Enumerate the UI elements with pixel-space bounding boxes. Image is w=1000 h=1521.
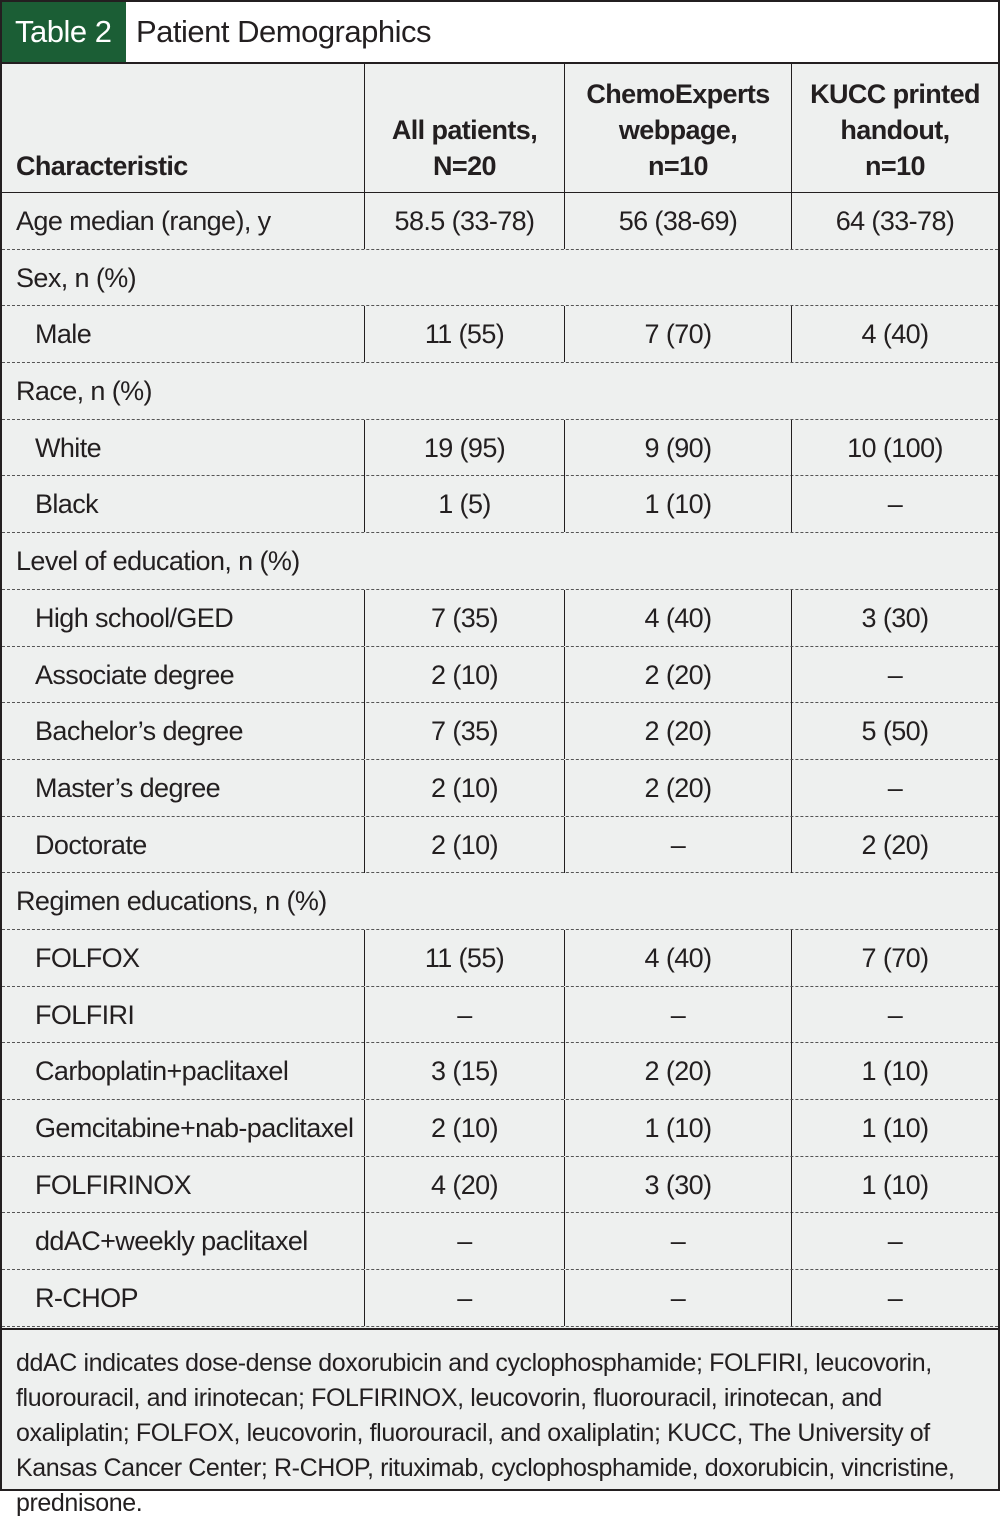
table-group-row bbox=[2, 873, 998, 930]
cell-all-patients: 7 (35) bbox=[364, 703, 564, 759]
cell-all-patients: 19 (95) bbox=[364, 420, 564, 476]
row-label: High school/GED bbox=[35, 602, 234, 633]
cell-chemoexperts: – bbox=[564, 987, 791, 1043]
cell-kucc-handout: 4 (40) bbox=[791, 306, 998, 362]
cell-all-patients: 58.5 (33-78) bbox=[364, 193, 564, 249]
table-row bbox=[2, 1157, 998, 1214]
cell-kucc-handout: 2 (20) bbox=[791, 817, 998, 873]
table-row bbox=[2, 306, 998, 363]
cell-chemoexperts: 7 (70) bbox=[564, 306, 791, 362]
cell-chemoexperts: 4 (40) bbox=[564, 590, 791, 646]
table-row bbox=[2, 193, 998, 250]
row-label: Level of education, n (%) bbox=[16, 546, 300, 577]
cell-all-patients: – bbox=[364, 1213, 564, 1269]
cell-chemoexperts: – bbox=[564, 817, 791, 873]
cell-kucc-handout: – bbox=[791, 987, 998, 1043]
row-label: Age median (range), y bbox=[16, 206, 271, 236]
table-row bbox=[2, 930, 998, 987]
table-group-row bbox=[2, 363, 998, 420]
row-label: Bachelor’s degree bbox=[35, 716, 243, 747]
row-label: White bbox=[35, 432, 102, 463]
cell-kucc-handout: – bbox=[791, 1270, 998, 1326]
row-label: Doctorate bbox=[35, 829, 147, 860]
table-row bbox=[2, 703, 998, 760]
table-title: Patient Demographics bbox=[136, 14, 431, 49]
header-all-patients: All patients, N=20 bbox=[364, 64, 564, 192]
cell-all-patients: 11 (55) bbox=[364, 930, 564, 986]
table-row bbox=[2, 1043, 998, 1100]
cell-chemoexperts: 2 (20) bbox=[564, 760, 791, 816]
table-row bbox=[2, 590, 998, 647]
table-body bbox=[2, 193, 998, 1327]
cell-chemoexperts: 56 (38-69) bbox=[564, 193, 791, 249]
cell-chemoexperts: 9 (90) bbox=[564, 420, 791, 476]
cell-kucc-handout: 5 (50) bbox=[791, 703, 998, 759]
cell-kucc-handout: – bbox=[791, 476, 998, 532]
cell-chemoexperts: 2 (20) bbox=[564, 703, 791, 759]
cell-all-patients: 11 (55) bbox=[364, 306, 564, 362]
cell-all-patients: 3 (15) bbox=[364, 1043, 564, 1099]
cell-all-patients: 7 (35) bbox=[364, 590, 564, 646]
cell-chemoexperts: – bbox=[564, 1213, 791, 1269]
cell-all-patients: 2 (10) bbox=[364, 760, 564, 816]
cell-chemoexperts: 1 (10) bbox=[564, 1100, 791, 1156]
cell-kucc-handout: 1 (10) bbox=[791, 1100, 998, 1156]
cell-kucc-handout: – bbox=[791, 647, 998, 703]
header-characteristic: Characteristic bbox=[16, 151, 188, 181]
table-row bbox=[2, 420, 998, 477]
cell-kucc-handout: – bbox=[791, 760, 998, 816]
table-header-row bbox=[2, 64, 998, 193]
row-label: Black bbox=[35, 489, 99, 520]
title-bar bbox=[2, 2, 998, 64]
cell-kucc-handout: 7 (70) bbox=[791, 930, 998, 986]
row-label: FOLFIRINOX bbox=[35, 1169, 192, 1200]
header-chemoexperts: ChemoExperts webpage, n=10 bbox=[564, 64, 791, 192]
table-row bbox=[2, 647, 998, 704]
row-label: Male bbox=[35, 319, 92, 350]
cell-all-patients: 4 (20) bbox=[364, 1157, 564, 1213]
table-row bbox=[2, 1270, 998, 1327]
table-row bbox=[2, 987, 998, 1044]
table-row bbox=[2, 760, 998, 817]
cell-kucc-handout: 1 (10) bbox=[791, 1043, 998, 1099]
cell-all-patients: 2 (10) bbox=[364, 1100, 564, 1156]
header-kucc-handout: KUCC printed handout, n=10 bbox=[791, 64, 998, 192]
cell-all-patients: 2 (10) bbox=[364, 647, 564, 703]
table-footnote: ddAC indicates dose-dense doxorubicin and cyclophosphamide; FOLFIRI, leucovorin, fluorouracil, and irinotecan; FOLFIRINOX, leucovorin, fluorouracil, irinotecan, and oxaliplatin; FOLFOX, leucovorin, fluorouracil, and oxaliplatin; KUCC, The University of Kansas Cancer Center; R-CHOP, rituximab, cyclophosphamide, doxorubicin, vincristine, prednisone. bbox=[2, 1328, 998, 1489]
row-label: FOLFOX bbox=[35, 942, 140, 973]
cell-all-patients: 1 (5) bbox=[364, 476, 564, 532]
table-row bbox=[2, 1213, 998, 1270]
cell-kucc-handout: 1 (10) bbox=[791, 1157, 998, 1213]
table-row bbox=[2, 1100, 998, 1157]
cell-chemoexperts: 4 (40) bbox=[564, 930, 791, 986]
cell-chemoexperts: 1 (10) bbox=[564, 476, 791, 532]
cell-chemoexperts: – bbox=[564, 1270, 791, 1326]
table-label: Table 2 bbox=[2, 2, 126, 62]
table-group-row bbox=[2, 250, 998, 307]
table-group-row bbox=[2, 533, 998, 590]
row-label: Regimen educations, n (%) bbox=[16, 886, 327, 917]
cell-kucc-handout: – bbox=[791, 1213, 998, 1269]
cell-all-patients: – bbox=[364, 1270, 564, 1326]
table-row bbox=[2, 476, 998, 533]
row-label: FOLFIRI bbox=[35, 999, 135, 1030]
cell-chemoexperts: 3 (30) bbox=[564, 1157, 791, 1213]
row-label: ddAC+weekly paclitaxel bbox=[35, 1226, 308, 1257]
cell-kucc-handout: 10 (100) bbox=[791, 420, 998, 476]
cell-all-patients: – bbox=[364, 987, 564, 1043]
row-label: Race, n (%) bbox=[16, 376, 152, 407]
row-label: Associate degree bbox=[35, 659, 235, 690]
cell-all-patients: 2 (10) bbox=[364, 817, 564, 873]
cell-chemoexperts: 2 (20) bbox=[564, 1043, 791, 1099]
cell-kucc-handout: 64 (33-78) bbox=[791, 193, 998, 249]
row-label: R-CHOP bbox=[35, 1283, 138, 1314]
cell-chemoexperts: 2 (20) bbox=[564, 647, 791, 703]
row-label: Gemcitabine+nab-paclitaxel bbox=[35, 1113, 354, 1143]
row-label: Sex, n (%) bbox=[16, 262, 137, 293]
row-label: Master’s degree bbox=[35, 772, 221, 803]
table-row bbox=[2, 817, 998, 874]
row-label: Carboplatin+paclitaxel bbox=[35, 1056, 289, 1087]
cell-kucc-handout: 3 (30) bbox=[791, 590, 998, 646]
